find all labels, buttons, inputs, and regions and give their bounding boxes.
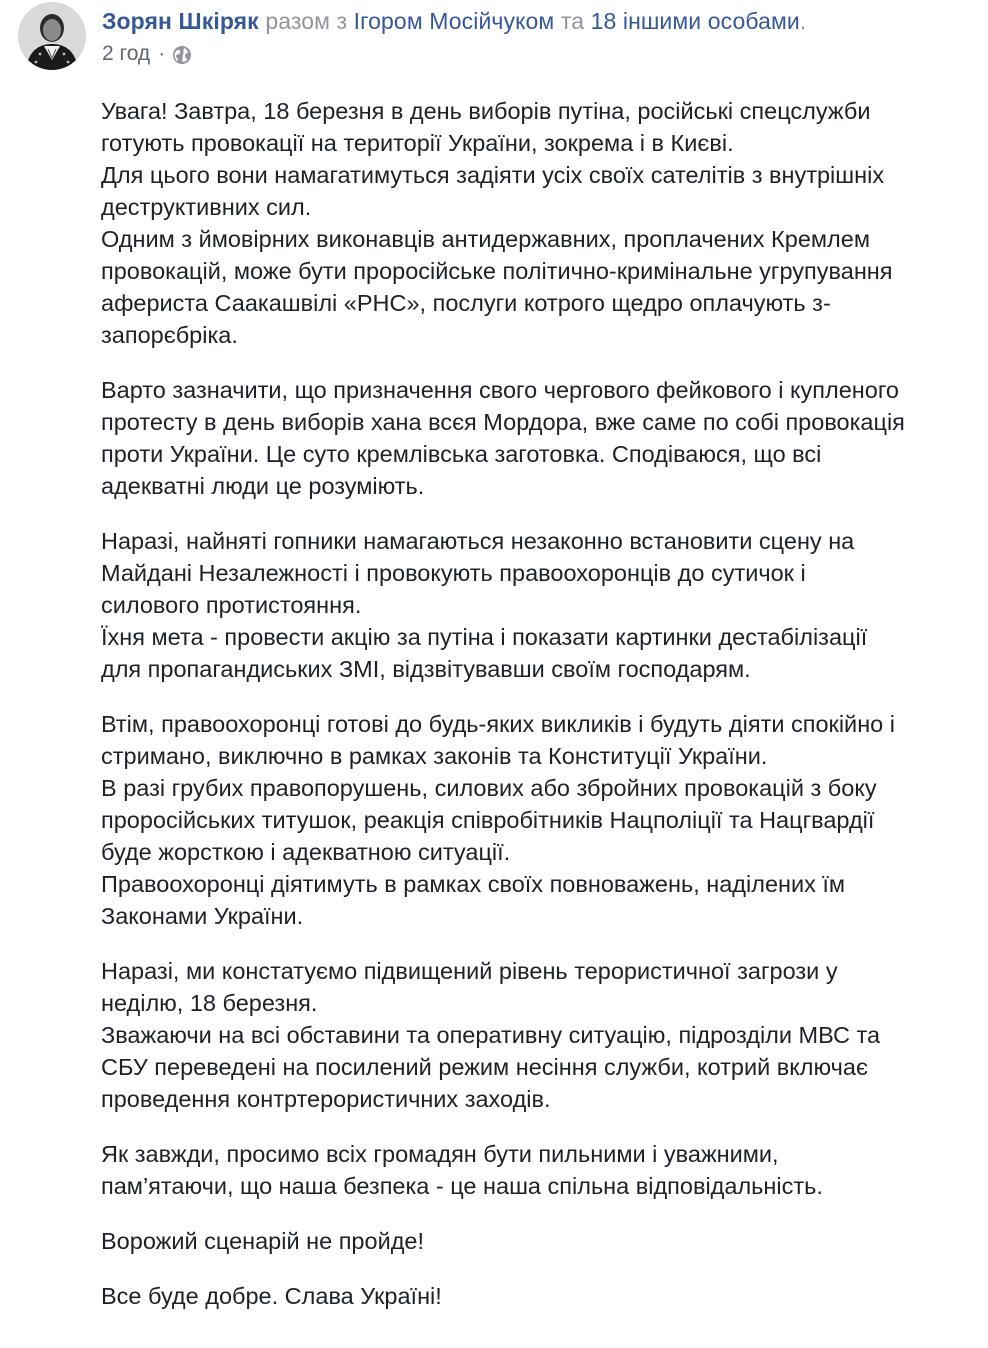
paragraph-line: Ворожий сценарій не пройде! — [101, 1228, 425, 1254]
post-paragraph — [101, 1280, 969, 1312]
paragraph-line: готують провокації на території України, зокрема і в Києві. — [101, 130, 734, 156]
post-paragraph — [101, 708, 969, 932]
paragraph-line: проведення контртерористичних заходів. — [101, 1086, 551, 1112]
paragraph-line: Для цього вони намагатимуться задіяти усіх своїх сателітів з внутрішніх — [101, 162, 885, 188]
paragraph-line: буде жорсткою і адекватною ситуації. — [101, 839, 511, 865]
period-text: . — [799, 8, 807, 34]
paragraph-line: пам’ятаючи, що наша безпека - це наша спільна відповідальність. — [101, 1173, 823, 1199]
paragraph-line: для пропагандиських ЗМІ, відзвітувавши своїм господарям. — [101, 656, 751, 682]
paragraph-line: Законами України. — [101, 903, 304, 929]
paragraph-line: Наразі, найняті гопники намагаються незаконно встановити сцену на — [101, 528, 855, 554]
post-meta — [102, 39, 192, 69]
post-paragraph — [101, 525, 969, 685]
author-name-link[interactable]: Зорян Шкіряк — [102, 8, 259, 34]
paragraph-line: Зважаючи на всі обставини та оперативну ситуацію, підрозділи МВС та — [101, 1022, 881, 1048]
paragraph-line: проти України. Це суто кремлівська заготовка. Сподіваюся, що всі — [101, 441, 822, 467]
paragraph-line: Як завжди, просимо всіх громадян бути пильними і уважними, — [101, 1141, 779, 1167]
paragraph-line: деструктивних сил. — [101, 194, 312, 220]
post-body — [101, 95, 969, 1335]
avatar-photo — [18, 2, 86, 70]
tagged-person-link[interactable]: Ігором Мосійчуком — [353, 8, 555, 34]
with-text: разом з — [265, 8, 348, 34]
post-paragraph — [101, 1225, 969, 1257]
paragraph-line: Їхня мета - провести акцію за путіна і показати картинки дестабілізації — [101, 624, 868, 650]
paragraph-line: Все буде добре. Слава Україні! — [101, 1283, 442, 1309]
paragraph-line: неділю, 18 березня. — [101, 990, 318, 1016]
paragraph-line: запорєбріка. — [101, 322, 238, 348]
post-paragraph — [101, 955, 969, 1115]
post-paragraph — [101, 374, 969, 502]
paragraph-line: Майдані Незалежності і провокують правоохоронців до сутичок і — [101, 560, 806, 586]
paragraph-line: провокацій, може бути проросійське політично-кримінальне угрупування — [101, 258, 893, 284]
paragraph-line: Варто зазначити, що призначення свого чергового фейкового і купленого — [101, 377, 899, 403]
paragraph-line: Одним з ймовірних виконавців антидержавних, проплачених Кремлем — [101, 226, 870, 252]
post-paragraph — [101, 1138, 969, 1202]
paragraph-line: СБУ переведені на посилений режим несіння служби, котрий включає — [101, 1054, 868, 1080]
meta-separator: · — [158, 42, 166, 65]
paragraph-line: Увага! Завтра, 18 березня в день виборів путіна, російські спецслужби — [101, 98, 871, 124]
and-text: та — [560, 8, 585, 34]
paragraph-line: протесту в день виборів хана всєя Мордора, вже саме по собі провокація — [101, 409, 905, 435]
paragraph-line: афериста Саакашвілі «РНС», послуги котрого щедро оплачують з- — [101, 290, 831, 316]
tagged-others-link[interactable]: 18 іншими особами — [590, 8, 800, 34]
paragraph-line: силового протистояння. — [101, 592, 362, 618]
paragraph-line: проросійських титушок, реакція співробітників Нацполіції та Нацгвардії — [101, 807, 875, 833]
post-header — [18, 0, 978, 80]
paragraph-line: Втім, правоохоронці готові до будь-яких викликів і будуть діяти спокійно і — [101, 711, 895, 737]
paragraph-line: адекватні люди це розуміють. — [101, 473, 425, 499]
paragraph-line: Наразі, ми констатуємо підвищений рівень терористичної загрози у — [101, 958, 838, 984]
paragraph-line: Правоохоронці діятимуть в рамках своїх повноважень, наділених їм — [101, 871, 846, 897]
author-line — [102, 5, 806, 37]
globe-icon[interactable] — [172, 44, 192, 64]
avatar[interactable] — [18, 2, 86, 70]
post-timestamp[interactable]: 2 год — [102, 42, 151, 65]
paragraph-line: стримано, виключно в рамках законів та Конституції України. — [101, 743, 768, 769]
post-paragraph — [101, 95, 969, 351]
paragraph-line: В разі грубих правопорушень, силових або збройних провокацій з боку — [101, 775, 877, 801]
